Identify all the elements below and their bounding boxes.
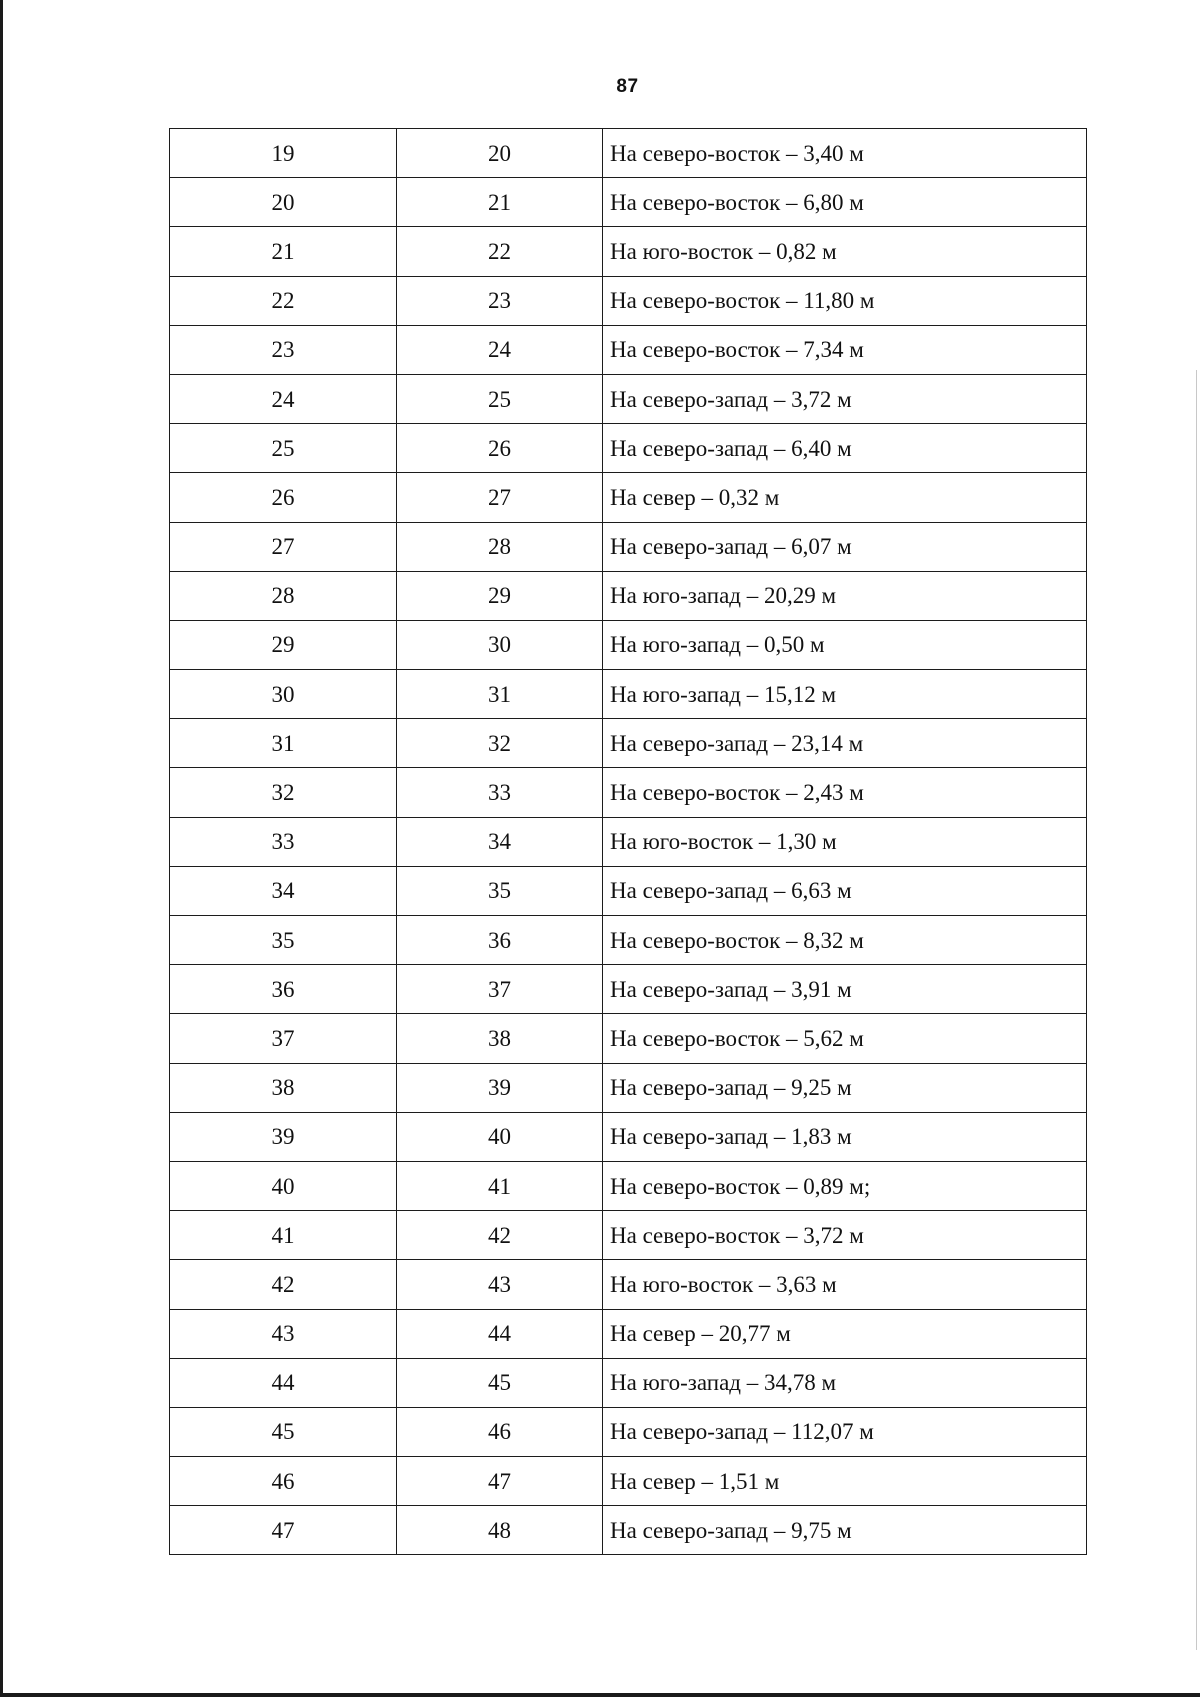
table-row [170,1358,1087,1407]
table-row [170,227,1087,276]
to-point-cell: 35 [397,866,603,915]
to-point-cell: 27 [397,473,603,522]
from-point-cell: 29 [170,620,397,669]
direction-distance-cell: На юго-восток – 3,63 м [603,1260,1087,1309]
direction-distance-cell: На юго-запад – 15,12 м [603,670,1087,719]
direction-distance-cell: На северо-восток – 3,40 м [603,129,1087,178]
from-point-cell: 44 [170,1358,397,1407]
to-point-cell: 29 [397,571,603,620]
direction-distance-cell: На северо-запад – 3,72 м [603,374,1087,423]
table-row [170,670,1087,719]
table-row [170,965,1087,1014]
from-point-cell: 28 [170,571,397,620]
direction-distance-cell: На северо-запад – 9,25 м [603,1063,1087,1112]
table-row [170,1260,1087,1309]
to-point-cell: 26 [397,424,603,473]
direction-distance-cell: На северо-запад – 23,14 м [603,719,1087,768]
to-point-cell: 43 [397,1260,603,1309]
from-point-cell: 41 [170,1211,397,1260]
to-point-cell: 34 [397,817,603,866]
direction-distance-cell: На северо-запад – 6,40 м [603,424,1087,473]
scan-edge-bottom [0,1693,1200,1697]
to-point-cell: 31 [397,670,603,719]
table-row [170,1063,1087,1112]
to-point-cell: 23 [397,276,603,325]
direction-distance-cell: На северо-восток – 11,80 м [603,276,1087,325]
from-point-cell: 40 [170,1161,397,1210]
boundary-table-body [170,129,1087,1555]
table-row [170,1211,1087,1260]
direction-distance-cell: На юго-восток – 1,30 м [603,817,1087,866]
table-row [170,129,1087,178]
direction-distance-cell: На север – 0,32 м [603,473,1087,522]
to-point-cell: 44 [397,1309,603,1358]
table-row [170,473,1087,522]
table-row [170,916,1087,965]
to-point-cell: 42 [397,1211,603,1260]
from-point-cell: 26 [170,473,397,522]
direction-distance-cell: На северо-восток – 7,34 м [603,325,1087,374]
table-row [170,719,1087,768]
to-point-cell: 28 [397,522,603,571]
from-point-cell: 24 [170,374,397,423]
table-row [170,1457,1087,1506]
from-point-cell: 46 [170,1457,397,1506]
table-row [170,1506,1087,1555]
direction-distance-cell: На северо-запад – 1,83 м [603,1112,1087,1161]
table-row [170,522,1087,571]
table-row [170,768,1087,817]
table-row [170,817,1087,866]
to-point-cell: 47 [397,1457,603,1506]
to-point-cell: 36 [397,916,603,965]
table-row [170,424,1087,473]
direction-distance-cell: На северо-запад – 6,63 м [603,866,1087,915]
to-point-cell: 21 [397,178,603,227]
direction-distance-cell: На северо-восток – 2,43 м [603,768,1087,817]
to-point-cell: 48 [397,1506,603,1555]
direction-distance-cell: На северо-восток – 3,72 м [603,1211,1087,1260]
from-point-cell: 32 [170,768,397,817]
from-point-cell: 33 [170,817,397,866]
direction-distance-cell: На юго-запад – 0,50 м [603,620,1087,669]
from-point-cell: 23 [170,325,397,374]
table-row [170,620,1087,669]
table-row [170,1014,1087,1063]
direction-distance-cell: На северо-восток – 8,32 м [603,916,1087,965]
boundary-table [169,128,1087,1555]
from-point-cell: 39 [170,1112,397,1161]
from-point-cell: 34 [170,866,397,915]
scan-edge-left [0,0,3,1697]
table-row [170,1309,1087,1358]
direction-distance-cell: На север – 20,77 м [603,1309,1087,1358]
from-point-cell: 20 [170,178,397,227]
table-row [170,571,1087,620]
to-point-cell: 40 [397,1112,603,1161]
table-row [170,325,1087,374]
from-point-cell: 21 [170,227,397,276]
direction-distance-cell: На юго-запад – 20,29 м [603,571,1087,620]
to-point-cell: 45 [397,1358,603,1407]
to-point-cell: 39 [397,1063,603,1112]
to-point-cell: 38 [397,1014,603,1063]
to-point-cell: 22 [397,227,603,276]
to-point-cell: 46 [397,1407,603,1456]
to-point-cell: 30 [397,620,603,669]
to-point-cell: 20 [397,129,603,178]
table-row [170,1112,1087,1161]
direction-distance-cell: На северо-запад – 3,91 м [603,965,1087,1014]
from-point-cell: 35 [170,916,397,965]
to-point-cell: 25 [397,374,603,423]
table-row [170,1407,1087,1456]
from-point-cell: 43 [170,1309,397,1358]
table-row [170,866,1087,915]
direction-distance-cell: На север – 1,51 м [603,1457,1087,1506]
direction-distance-cell: На северо-запад – 112,07 м [603,1407,1087,1456]
direction-distance-cell: На северо-запад – 6,07 м [603,522,1087,571]
direction-distance-cell: На северо-восток – 0,89 м; [603,1161,1087,1210]
scan-edge-right [1196,370,1197,1650]
from-point-cell: 42 [170,1260,397,1309]
from-point-cell: 36 [170,965,397,1014]
table-row [170,178,1087,227]
from-point-cell: 22 [170,276,397,325]
table-row [170,276,1087,325]
direction-distance-cell: На северо-восток – 5,62 м [603,1014,1087,1063]
table-row [170,1161,1087,1210]
from-point-cell: 19 [170,129,397,178]
table-row [170,374,1087,423]
from-point-cell: 47 [170,1506,397,1555]
to-point-cell: 24 [397,325,603,374]
page-number: 87 [616,76,639,97]
from-point-cell: 45 [170,1407,397,1456]
direction-distance-cell: На северо-восток – 6,80 м [603,178,1087,227]
from-point-cell: 25 [170,424,397,473]
from-point-cell: 37 [170,1014,397,1063]
from-point-cell: 27 [170,522,397,571]
to-point-cell: 41 [397,1161,603,1210]
direction-distance-cell: На юго-восток – 0,82 м [603,227,1087,276]
from-point-cell: 30 [170,670,397,719]
direction-distance-cell: На северо-запад – 9,75 м [603,1506,1087,1555]
to-point-cell: 37 [397,965,603,1014]
direction-distance-cell: На юго-запад – 34,78 м [603,1358,1087,1407]
from-point-cell: 31 [170,719,397,768]
to-point-cell: 32 [397,719,603,768]
to-point-cell: 33 [397,768,603,817]
from-point-cell: 38 [170,1063,397,1112]
